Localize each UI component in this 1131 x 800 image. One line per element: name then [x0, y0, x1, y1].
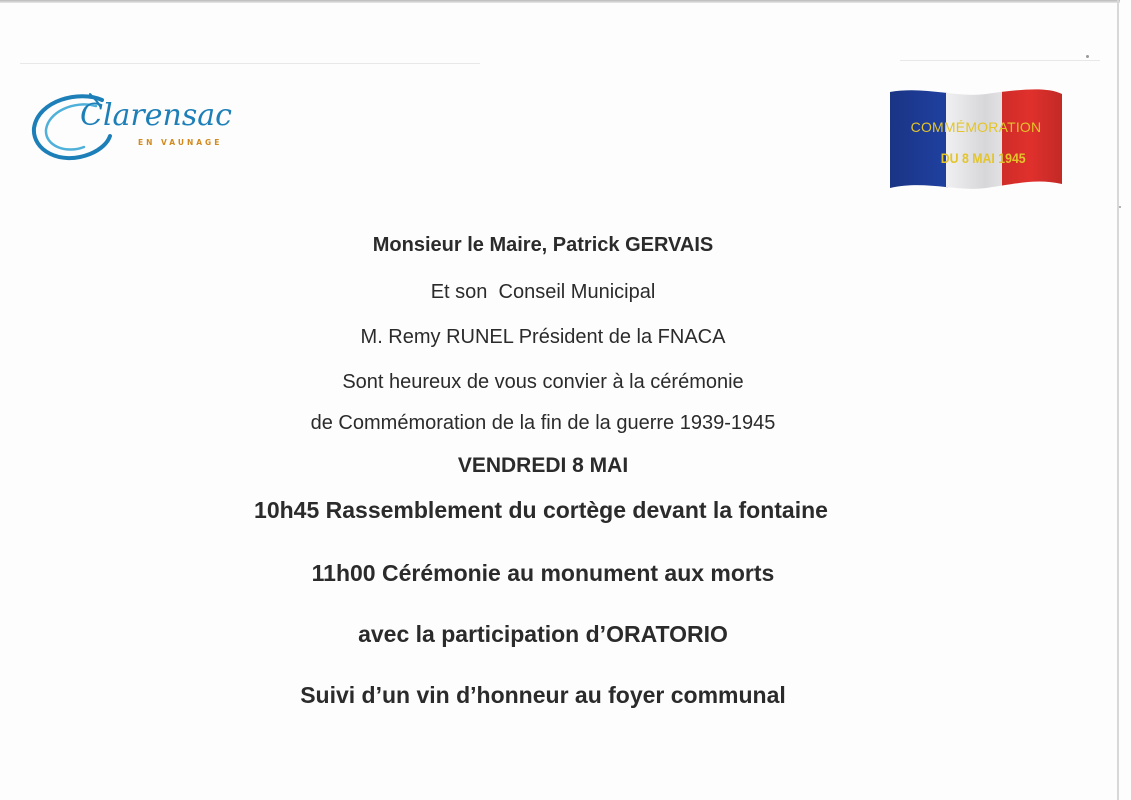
logo-name: Clarensac: [80, 98, 232, 133]
scan-edge-top: [0, 0, 1120, 3]
programme-rassemblement: 10h45 Rassemblement du cortège devant la fontaine: [254, 497, 828, 523]
host-maire: Monsieur le Maire, Patrick GERVAIS: [372, 234, 714, 256]
scan-edge-right: [1117, 0, 1119, 800]
programme-participation: avec la participation d’ORATORIO: [358, 621, 728, 647]
flag-date: DU 8 MAI 1945: [940, 150, 1026, 166]
clarensac-logo: [30, 92, 230, 172]
flag-title: COMMÉMORATION: [910, 119, 1042, 135]
event-date: VENDREDI 8 MAI: [457, 454, 629, 477]
host-conseil: Et son Conseil Municipal: [430, 281, 656, 303]
commemoration-flag: [886, 88, 1066, 192]
programme-ceremonie: 11h00 Cérémonie au monument aux morts: [311, 560, 775, 586]
french-flag-icon: [886, 88, 1066, 192]
scan-dot: [1119, 206, 1121, 208]
scan-line: [20, 63, 480, 64]
logo-tagline: EN VAUNAGE: [138, 138, 223, 147]
invite-line-2: de Commémoration de la fin de la guerre 1939-1945: [310, 412, 776, 434]
scan-line: [900, 60, 1100, 61]
invite-line-1: Sont heureux de vous convier à la cérémonie: [342, 371, 744, 393]
programme-vin-honneur: Suivi d’un vin d’honneur au foyer communal: [300, 682, 786, 708]
scan-dot: [1086, 55, 1089, 58]
host-fnaca: M. Remy RUNEL Président de la FNACA: [360, 326, 726, 348]
